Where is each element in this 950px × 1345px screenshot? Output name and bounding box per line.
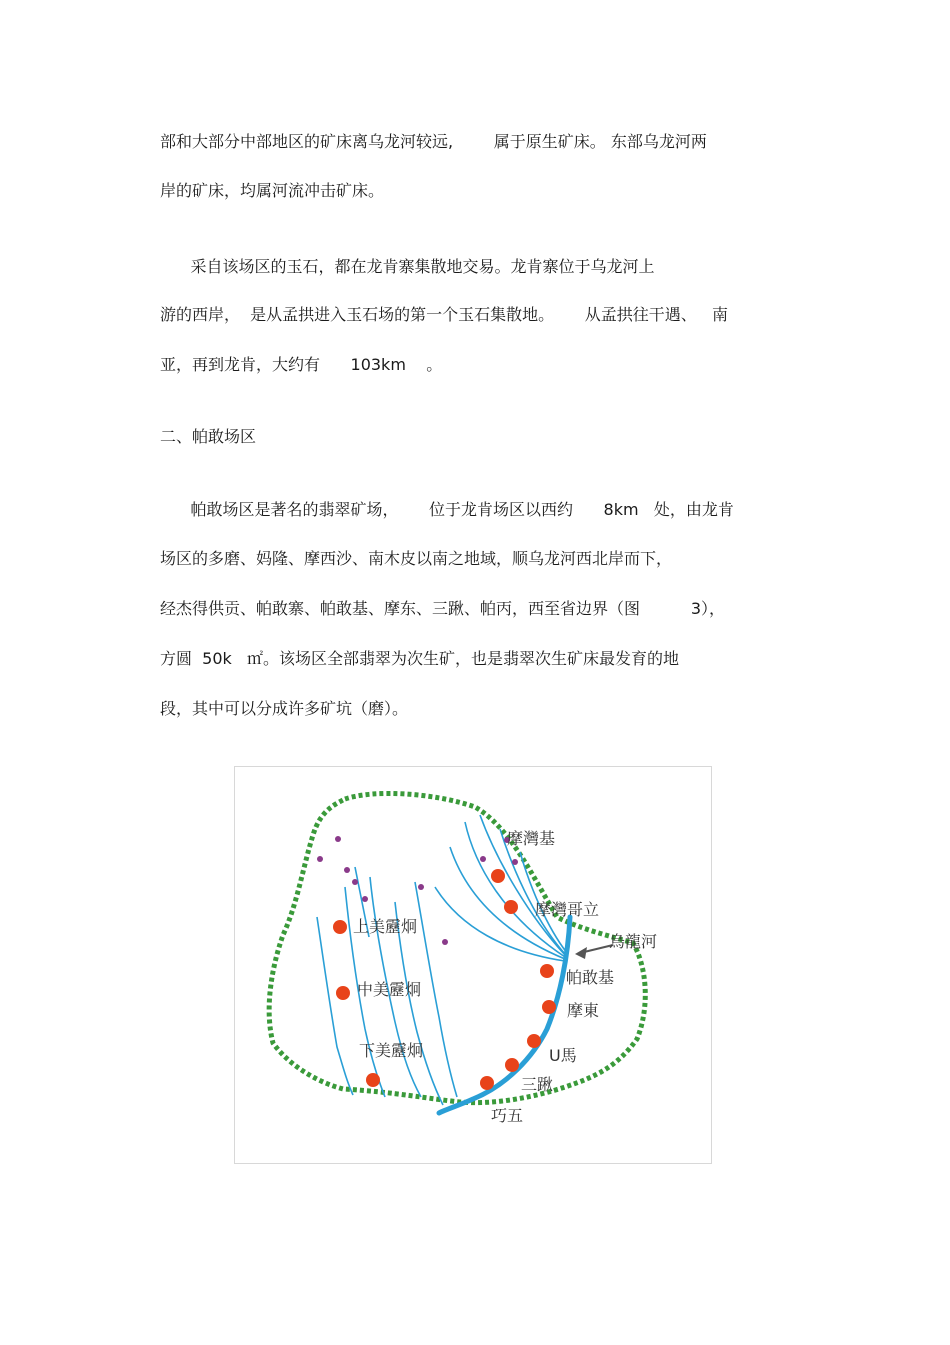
label-qiao-wu: 巧五 xyxy=(491,1106,524,1125)
paragraph-line: 方圆 50k ㎡。该场区全部翡翠为次生矿，也是翡翠次生矿床最发育的地 xyxy=(160,649,680,668)
label-pa-gan-ji: 帕敢基 xyxy=(566,968,615,987)
section-heading: 二、帕敢场区 xyxy=(160,427,257,446)
label-xia-mei: 下美靂炯 xyxy=(359,1041,424,1060)
river-arrow xyxy=(575,945,613,959)
paragraph-line: 段，其中可以分成许多矿坑（磨）。 xyxy=(160,699,409,718)
paragraph-line: 场区的多磨、妈隆、摩西沙、南木皮以南之地域，顺乌龙河西北岸而下， xyxy=(160,549,673,568)
pagan-map-figure xyxy=(234,766,712,1164)
label-mo-wan-ji: 摩灣基 xyxy=(507,829,556,848)
map-svg xyxy=(235,767,713,1165)
label-zhong-mei: 中美靂炯 xyxy=(357,980,422,999)
label-mo-wan-ge-li: 摩灣哥立 xyxy=(535,900,600,919)
label-u-ma: U馬 xyxy=(549,1046,577,1065)
label-wu-long-he: 烏龍河 xyxy=(609,932,658,951)
paragraph-line: 帕敢场区是著名的翡翠矿场， 位于龙肯场区以西约 8km 处，由龙肯 xyxy=(160,500,734,519)
deposit-dots xyxy=(317,836,518,945)
label-mo-dong: 摩東 xyxy=(567,1001,600,1020)
paragraph-line: 部和大部分中部地区的矿床离乌龙河较远, 属于原生矿床。 东部乌龙河两 xyxy=(160,132,707,151)
label-san-zhi: 三踿 xyxy=(521,1075,554,1094)
region-boundary xyxy=(269,793,645,1102)
label-shang-mei: 上美靂炯 xyxy=(353,917,418,936)
paragraph-line: 经杰得供贡、帕敢寨、帕敢基、摩东、三踿、帕丙，西至省边界（图 3）， xyxy=(160,599,726,618)
paragraph-line: 亚，再到龙肯，大约有 103km 。 xyxy=(160,355,443,374)
paragraph-line: 岸的矿床，均属河流冲击矿床。 xyxy=(160,181,385,200)
paragraph-line: 游的西岸， 是从孟拱进入玉石场的第一个玉石集散地。 从孟拱往干遇、 南 xyxy=(160,305,728,324)
paragraph-line: 采自该场区的玉石，都在龙肯寨集散地交易。龙肯寨位于乌龙河上 xyxy=(160,257,655,276)
